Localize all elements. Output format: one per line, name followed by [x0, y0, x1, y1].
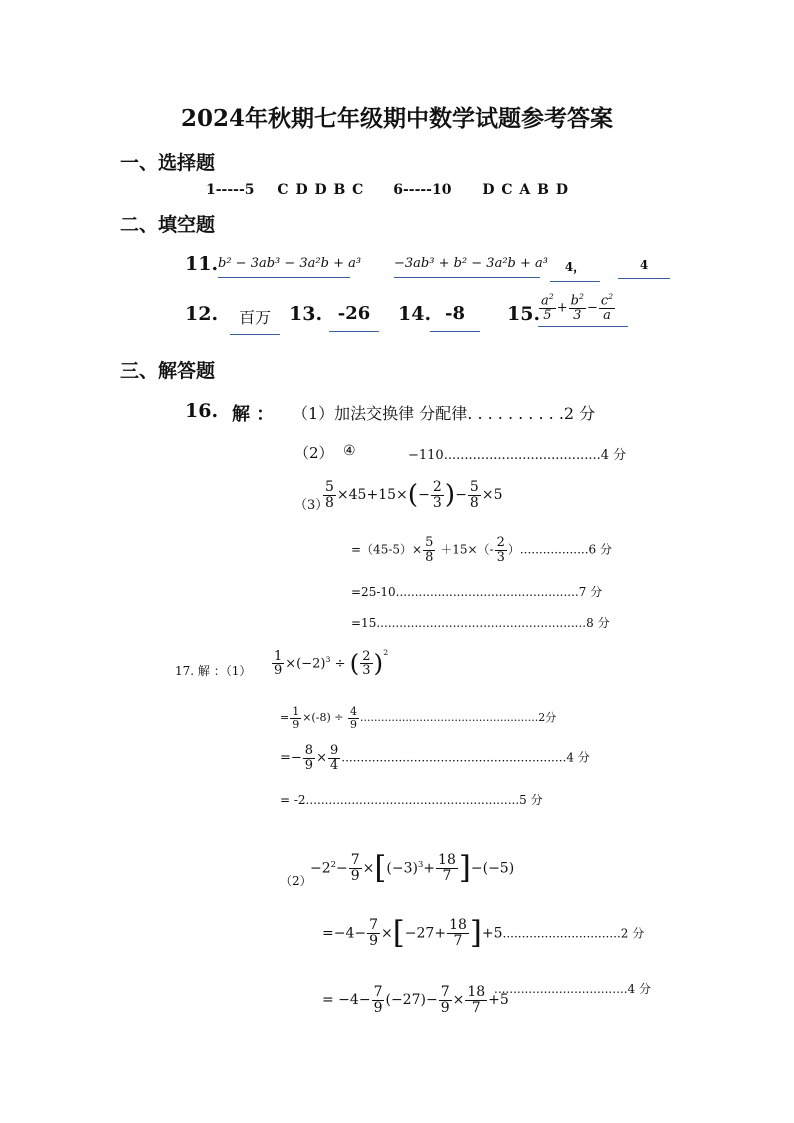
q11-answer-4: 4 — [618, 258, 670, 279]
q15-label: 15. — [507, 303, 541, 325]
q17-part2-step3: = −4− $\frac{7}{9}$ (−27)− $\frac{7}{9}$ × $\frac{18}{7}$ +5 — [322, 984, 509, 1016]
q16-jie: 解 ： — [232, 404, 275, 425]
q16-part1: （1）加法交换律 分配律. . . . . . . . . .2 分 — [292, 404, 596, 423]
q16-part3-expression: $\frac{5}{8}$ ×45+15×(− $\frac{2}{3}$ )− $\frac{5}{8}$ ×5 — [325, 478, 503, 511]
q16-step2-mid: ＋15×（- — [440, 542, 494, 557]
q14-answer: -8 — [430, 303, 480, 332]
q16-step2-pre: =（45-5）× — [351, 542, 423, 557]
q17-part2-expression: $-2^2-$ $\frac{7}{9}$ $\times[(-3)^3+$ $\frac{18}{7}$ ]−(−5) — [310, 850, 515, 886]
q16-part2-circle: ④ — [343, 443, 356, 459]
q17-p2-step2-end: ...............................2 分 — [502, 926, 645, 941]
q15-answer-expression: $\frac{a^2}{5}$ + $\frac{b^2}{3}$ − $\frac{c^2}{a}$ — [538, 293, 628, 327]
q17-part2-step2: =−4− $\frac{7}{9}$ ×[−27+ $\frac{18}{7}$ ]+5...............................2 分 — [322, 915, 645, 951]
q14-label: 14. — [398, 303, 432, 325]
q17-step2-end: ...................................................2分 — [359, 711, 557, 725]
q17-step3-end: ...........................................................4 分 — [341, 750, 590, 765]
q17-part1-expression: $\frac{1}{9}$ $\times(-2)^3$ ÷ ( $\frac{2}{3}$ )$^2$ — [274, 648, 389, 679]
q16-part2-label: （2） — [294, 444, 334, 462]
q11-answer-3: 4， — [550, 258, 600, 282]
q17-part1-step3: =− $\frac{8}{9}$ × $\frac{9}{4}$ ...........................................................4 分 — [280, 743, 590, 773]
q16-part2-value: −110......................................4 分 — [408, 448, 627, 463]
q17-label: 17. 解 ：（1） — [175, 664, 252, 678]
q17-part2-label: （2） — [280, 874, 312, 888]
q11-label: 11. — [185, 253, 219, 275]
choice-answers-6-10: D C A B D — [482, 182, 569, 198]
choice-answers-row — [206, 182, 569, 198]
q13-answer: -26 — [329, 303, 379, 332]
section-heading-fill: 二、填空题 — [120, 214, 216, 236]
q12-answer: 百万 — [230, 305, 280, 335]
q16-part3-label: （3） — [294, 498, 329, 513]
section-heading-choice: 一、选择题 — [120, 152, 216, 174]
q16-part3-step3: =25-10................................................7 分 — [351, 585, 603, 599]
q16-part3-step2: =（45-5）× $\frac{5}{8}$ ＋15×（- $\frac{2}{3}$ ）..................6 分 — [351, 535, 612, 565]
choice-answers-1-5: C D D B C — [277, 182, 365, 198]
q16-label: 16. — [185, 400, 219, 422]
section-heading-solve: 三、解答题 — [120, 360, 216, 382]
q12-label: 12. — [185, 303, 219, 325]
choice-range-1-5: 1-----5 — [206, 182, 255, 198]
q16-step2-end: ）..................6 分 — [507, 542, 612, 557]
q17-part1-step2: = $\frac{1}{9}$ ×(-8) ÷ $\frac{4}{9}$ ...................................................2分 — [280, 705, 557, 731]
q17-part2-step3-score: ...................................4 分 — [494, 982, 651, 996]
page-title: 2024年秋期七年级期中数学试题参考答案 — [180, 105, 613, 132]
q13-label: 13. — [289, 303, 323, 325]
q16-part3-step4: =15.......................................................8 分 — [351, 616, 610, 630]
q11-answer-1: b² − 3ab³ − 3a²b + a³ — [218, 256, 350, 278]
q17-part1-step4: = -2........................................................5 分 — [280, 793, 543, 807]
choice-range-6-10: 6-----10 — [393, 182, 452, 198]
q11-answer-2: −3ab³ + b² − 3a²b + a³ — [394, 256, 540, 278]
